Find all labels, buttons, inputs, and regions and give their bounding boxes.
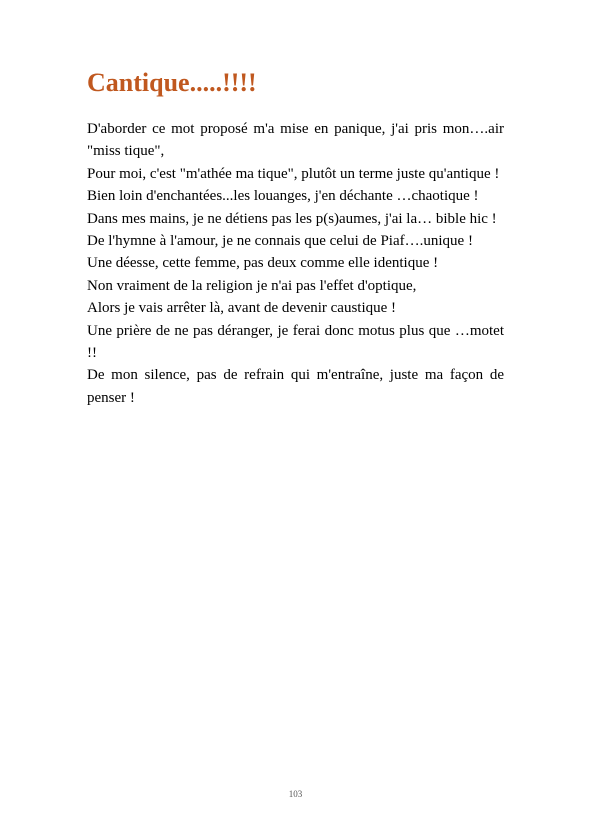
poem-line: Une prière de ne pas déranger, je ferai donc motus plus que …motet !! (87, 322, 504, 362)
poem-line: De l'hymne à l'amour, je ne connais que celui de Piaf….unique ! (87, 233, 473, 250)
poem-line: Pour moi, c'est "m'athée ma tique", plutôt un terme juste qu'antique ! (87, 165, 500, 182)
poem-body (87, 118, 504, 409)
poem-line: Non vraiment de la religion je n'ai pas l'effet d'optique, (87, 277, 417, 294)
poem-line: Dans mes mains, je ne détiens pas les p(s)aumes, j'ai la… bible hic ! (87, 210, 497, 227)
poem-line: Alors je vais arrêter là, avant de devenir caustique ! (87, 300, 397, 317)
poem-title: Cantique.....!!!! (87, 68, 257, 97)
poem-line: Une déesse, cette femme, pas deux comme elle identique ! (87, 255, 439, 272)
poem-line: D'aborder ce mot proposé m'a mise en panique, j'ai pris mon….air "miss tique", (87, 121, 504, 160)
poem-line: Bien loin d'enchantées...les louanges, j'en déchante …chaotique ! (87, 188, 479, 205)
poem-line: De mon silence, pas de refrain qui m'entraîne, juste ma façon de penser ! (87, 367, 504, 406)
page-number: 103 (288, 789, 303, 799)
